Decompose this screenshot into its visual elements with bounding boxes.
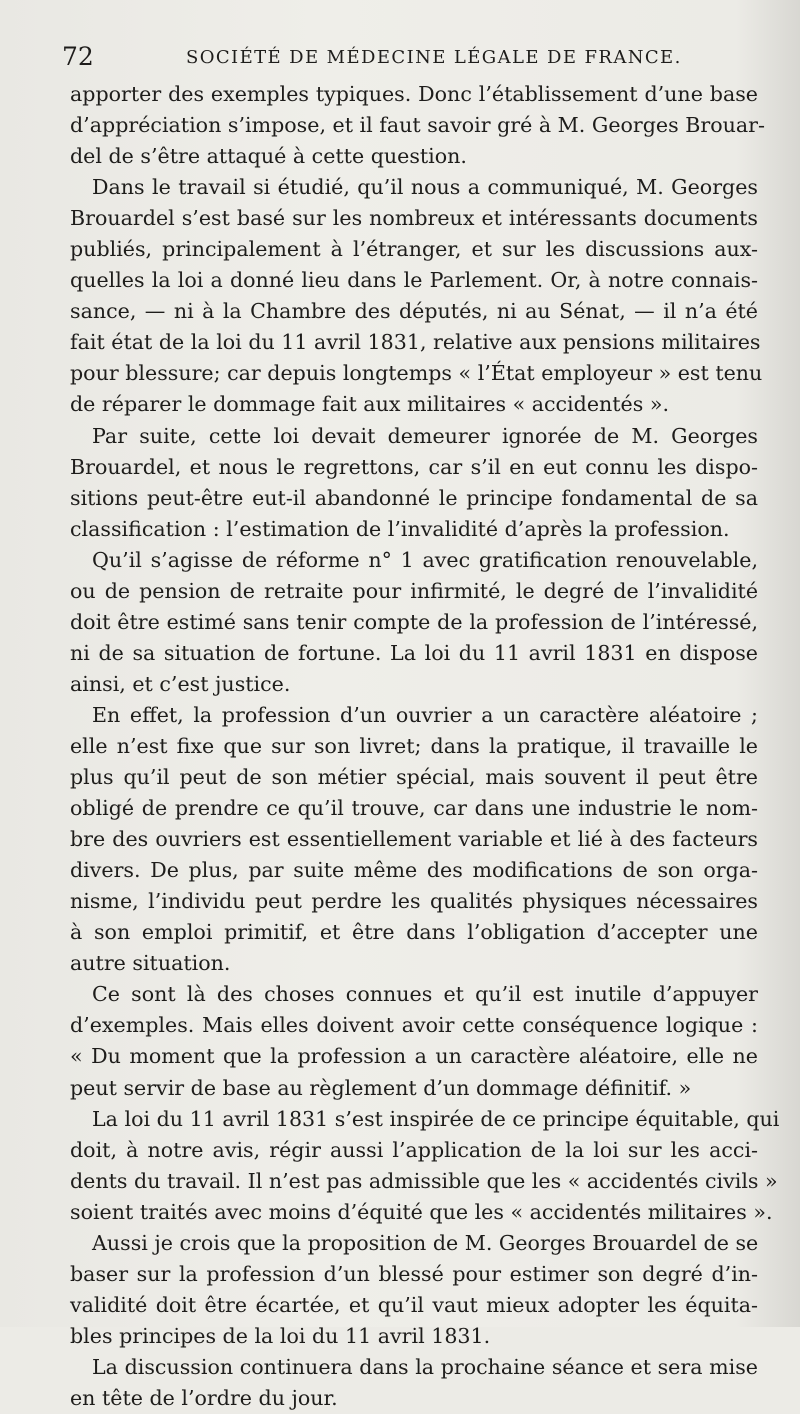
text-line: obligé de prendre ce qu’il trouve, car dans une industrie le nom- (70, 796, 758, 821)
text-line: apporter des exemples typiques. Donc l’établissement d’une base (70, 82, 758, 106)
text-line: Dans le travail si étudié, qu’il nous a communiqué, M. Georges (92, 175, 758, 200)
text-line: autre situation. (70, 951, 231, 976)
text-line: de réparer le dommage fait aux militaires « accidentés ». (70, 392, 669, 417)
text-line: Ce sont là des choses connues et qu’il est inutile d’appuyer (92, 982, 758, 1007)
text-line: fait état de la loi du 11 avril 1831, relative aux pensions militaires (70, 330, 761, 355)
text-line: elle n’est fixe que sur son livret; dans la pratique, il travaille le (70, 733, 758, 758)
running-title: SOCIÉTÉ DE MÉDECINE LÉGALE DE FRANCE. (186, 47, 682, 68)
text-line: à son emploi primitif, et être dans l’obligation d’accepter une (70, 920, 758, 945)
paragraph (70, 172, 763, 420)
text-line: La discussion continuera dans la prochaine séance et sera mise (92, 1354, 758, 1379)
text-line: doit, à notre avis, régir aussi l’application de la loi sur les acci- (70, 1137, 758, 1162)
text-line: d’appréciation s’impose, et il faut savoir gré à M. Georges Brouar- (70, 113, 765, 138)
text-line: del de s’être attaqué à cette question. (70, 144, 467, 169)
page-number: 72 (62, 42, 94, 71)
text-line: sitions peut-être eut-il abandonné le principe fondamental de sa (70, 485, 758, 510)
text-line: La loi du 11 avril 1831 s’est inspirée de ce principe équitable, qui (92, 1106, 780, 1131)
text-line: divers. De plus, par suite même des modifications de son orga- (70, 858, 758, 883)
text-line: Par suite, cette loi devait demeurer ignorée de M. Georges (92, 423, 758, 448)
text-line: baser sur la profession d’un blessé pour estimer son degré d’in- (70, 1261, 758, 1286)
text-line: nisme, l’individu peut perdre les qualités physiques nécessaires (70, 889, 758, 914)
text-line: en tête de l’ordre du jour. (70, 1385, 338, 1410)
text-line: validité doit être écartée, et qu’il vaut mieux adopter les équita- (70, 1292, 758, 1317)
paragraph (70, 1104, 780, 1228)
paragraph (70, 545, 758, 700)
text-line: Brouardel s’est basé sur les nombreux et intéressants documents (70, 206, 758, 231)
paragraph (70, 979, 758, 1103)
text-line: Brouardel, et nous le regrettons, car s’il en eut connu les dispo- (70, 454, 758, 479)
text-line: En effet, la profession d’un ouvrier a un caractère aléatoire ; (92, 702, 758, 727)
text-line: d’exemples. Mais elles doivent avoir cette conséquence logique : (70, 1013, 758, 1038)
running-head (62, 40, 752, 74)
text-line: bre des ouvriers est essentiellement variable et lié à des facteurs (70, 827, 758, 852)
text-line: ni de sa situation de fortune. La loi du 11 avril 1831 en dispose (70, 640, 758, 665)
text-line: ainsi, et c’est justice. (70, 671, 291, 696)
text-line: pour blessure; car depuis longtemps « l’État employeur » est tenu (70, 361, 763, 386)
text-line: dents du travail. Il n’est pas admissible que les « accidentés civils » (70, 1168, 778, 1193)
text-line: bles principes de la loi du 11 avril 1831. (70, 1323, 491, 1348)
text-line: soient traités avec moins d’équité que les « accidentés militaires ». (70, 1199, 773, 1224)
text-line: classification : l’estimation de l’invalidité d’après la profession. (70, 516, 730, 541)
text-line: Qu’il s’agisse de réforme n° 1 avec gratification renouvelable, (92, 547, 758, 572)
paragraph (70, 79, 765, 172)
text-line: peut servir de base au règlement d’un dommage définitif. » (70, 1075, 692, 1100)
text-line: publiés, principalement à l’étranger, et sur les discussions aux- (70, 237, 758, 262)
paragraph (70, 700, 758, 979)
body-text (70, 79, 780, 1414)
text-line: Aussi je crois que la proposition de M. Georges Brouardel de se (92, 1230, 759, 1255)
text-line: doit être estimé sans tenir compte de la profession de l’intéressé, (70, 609, 758, 634)
text-line: plus qu’il peut de son métier spécial, mais souvent il peut être (70, 765, 758, 790)
text-line: quelles la loi a donné lieu dans le Parlement. Or, à notre connais- (70, 268, 758, 293)
text-line: ou de pension de retraite pour infirmité, le degré de l’invalidité (70, 578, 758, 603)
paragraph (70, 1228, 758, 1352)
text-line: « Du moment que la profession a un caractère aléatoire, elle ne (70, 1044, 758, 1069)
paragraph (70, 421, 758, 545)
paragraph (70, 1352, 758, 1414)
text-line: sance, — ni à la Chambre des députés, ni au Sénat, — il n’a été (70, 299, 758, 324)
